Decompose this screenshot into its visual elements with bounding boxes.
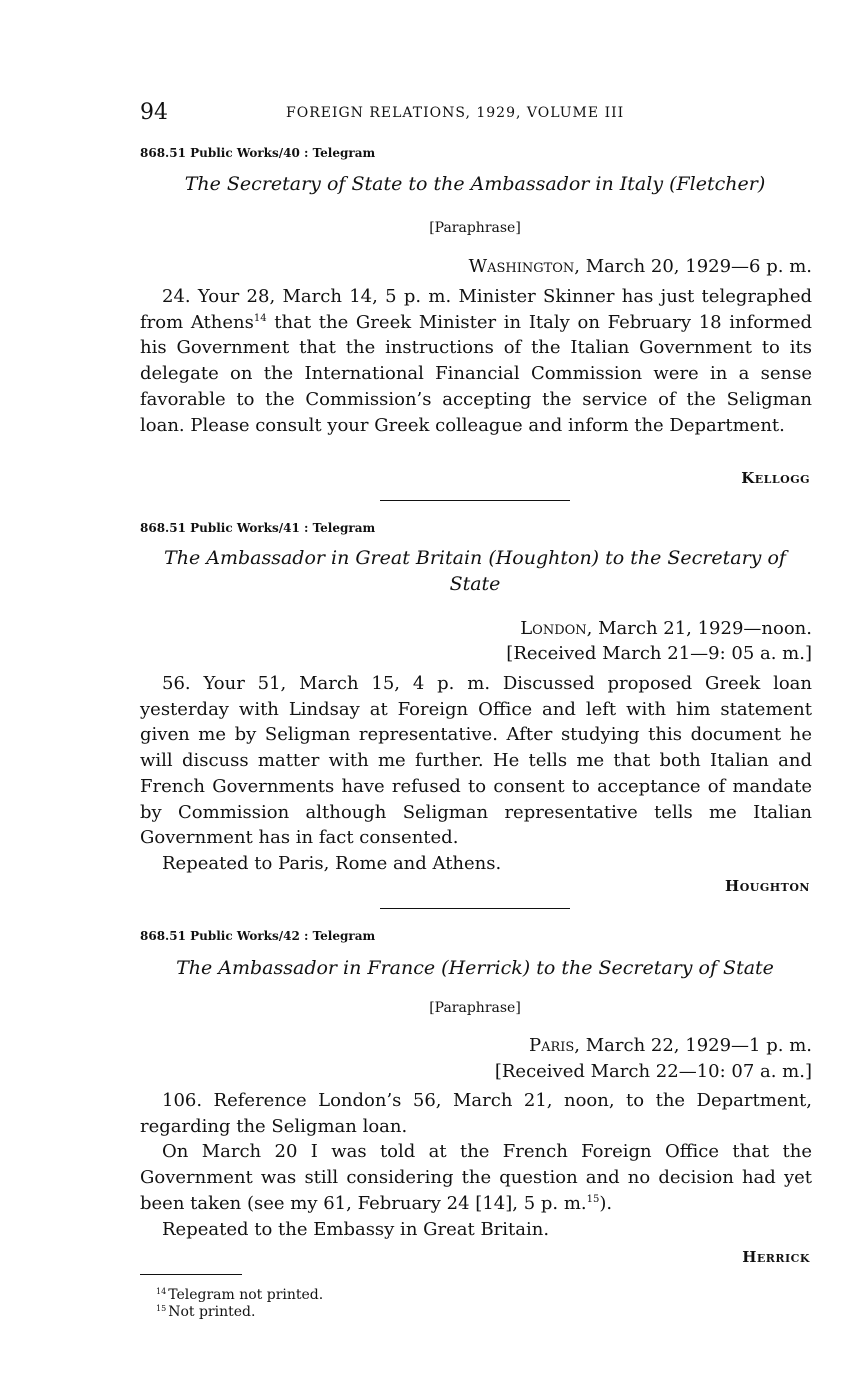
footnote xyxy=(156,1287,323,1303)
dateline-date: March 20, 1929—6 p. m. xyxy=(580,256,812,277)
file-reference: 868.51 Public Works/40 : Telegram xyxy=(140,146,376,160)
body-paragraph: Repeated to the Embassy in Great Britain. xyxy=(162,1218,550,1240)
footnote-rule xyxy=(140,1274,242,1275)
section-divider xyxy=(380,500,570,501)
received-line: [Received March 22—10: 07 a. m.] xyxy=(494,1061,812,1082)
dateline-date: March 21, 1929—noon. xyxy=(592,618,812,639)
received-line: [Received March 21—9: 05 a. m.] xyxy=(506,643,812,664)
dateline xyxy=(469,254,812,280)
body-paragraph: 106. Reference London’s 56, March 21, noon, to the Department, regarding the Seligman loan. xyxy=(140,1090,812,1137)
document-title: The Secretary of State to the Ambassador in Italy (Fletcher) xyxy=(184,173,766,195)
footnote-mark: 14 xyxy=(156,1287,167,1296)
signature: Herrick xyxy=(742,1248,810,1266)
dateline-place: London, xyxy=(520,618,593,639)
footnote-text: Telegram not printed. xyxy=(168,1287,324,1303)
telegram-body xyxy=(140,284,812,438)
footnote xyxy=(156,1304,255,1320)
running-title: FOREIGN RELATIONS, 1929, VOLUME III xyxy=(286,105,625,121)
body-paragraph: Repeated to Paris, Rome and Athens. xyxy=(162,852,502,874)
running-head xyxy=(138,100,812,130)
signature: Kellogg xyxy=(741,469,810,487)
paraphrase-note: [Paraphrase] xyxy=(429,220,521,236)
telegram-body xyxy=(140,1088,812,1242)
footnote-text: Not printed. xyxy=(168,1304,256,1320)
footnote-reference: 14 xyxy=(253,312,267,324)
file-reference: 868.51 Public Works/41 : Telegram xyxy=(140,521,376,535)
file-reference: 868.51 Public Works/42 : Telegram xyxy=(140,929,376,943)
body-paragraph: 24. Your 28, March 14, 5 p. m. Minister Skinner has just telegraphed from Athens$^{14}$ that the Greek Minister in Italy on February 18 informed his Government that the instructions of the Italian Government to its delegate on the International Financial Commission were in a sense favorable to the Commission’s accepting the service of the Seligman loan. Please consult your Greek colleague and inform the Department. xyxy=(140,286,812,436)
dateline-place: Washington, xyxy=(468,256,581,277)
footnote-mark: 15 xyxy=(156,1304,167,1313)
page-number: 94 xyxy=(140,100,168,125)
body-paragraph: 56. Your 51, March 15, 4 p. m. Discussed proposed Greek loan yesterday with Lindsay at Foreign Office and left with him statement given me by Seligman representative. After studying this document he will discuss matter with me further. He tells me that both Italian and French Governments have refused to consent to acceptance of mandate by Commission although Seligman representative tells me Italian Government has in fact consented. xyxy=(140,673,812,849)
body-paragraph: On March 20 I was told at the French Foreign Office that the Government was still considering the question and no decision had yet been taken (see my 61, February 24 [14], 5 p. m.$^{15}$). xyxy=(140,1141,812,1214)
footnote-reference: 15 xyxy=(586,1193,600,1205)
document-title: The Ambassador in Great Britain (Houghton) to the Secretary of State xyxy=(164,547,786,595)
paraphrase-note: [Paraphrase] xyxy=(429,1000,521,1016)
dateline xyxy=(529,1033,812,1059)
dateline-place: Paris, xyxy=(528,1035,581,1056)
telegram-body xyxy=(140,671,812,877)
section-divider xyxy=(380,908,570,909)
signature: Houghton xyxy=(725,877,810,895)
dateline xyxy=(520,616,812,642)
dateline-date: March 22, 1929—1 p. m. xyxy=(580,1035,812,1056)
document-title: The Ambassador in France (Herrick) to the Secretary of State xyxy=(176,957,774,979)
